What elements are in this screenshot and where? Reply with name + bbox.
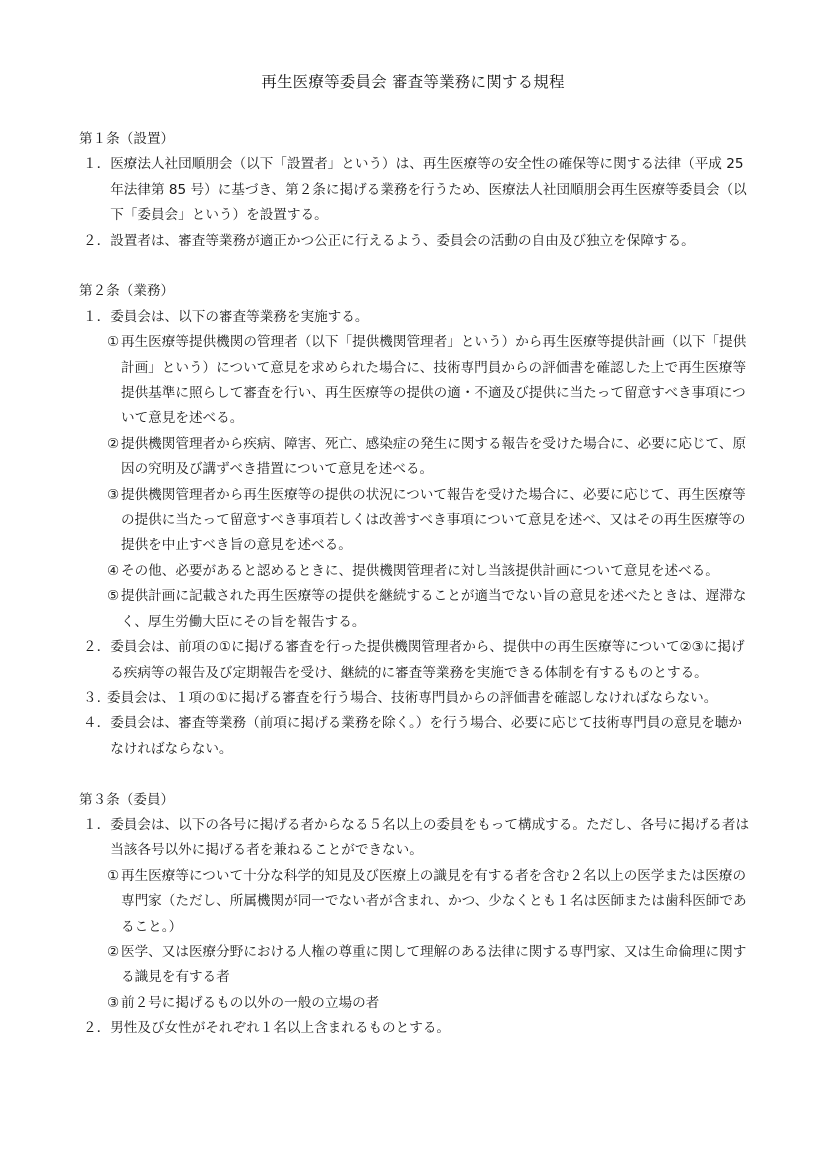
item-mark: ④ [107, 562, 120, 579]
paragraph [79, 229, 755, 254]
document-title: 再生医療等委員会 審査等業務に関する規程 [261, 73, 565, 91]
paragraph-text: 委員会は、前項の①に掲げる審査を行った提供機関管理者から、提供中の再生医療等について②③に掲げる疾病等の報告及び定期報告を受け、継続的に審査等業務を実施できる体制を有するものとする。 [110, 639, 745, 681]
paragraph-number: １． [83, 308, 111, 325]
paragraph [79, 813, 755, 864]
item-text: 提供計画に記載された再生医療等の提供を継続することが適当でない旨の意見を述べたときは、遅滞なく、厚生労働大臣にその旨を報告する。 [121, 588, 747, 630]
paragraph-number: ２． [83, 639, 111, 656]
list-item [79, 559, 755, 584]
item-mark: ② [107, 435, 120, 452]
list-item [79, 991, 755, 1016]
article-spacer [79, 254, 755, 279]
paragraph-text: 医療法人社団順朋会（以下「設置者」という）は、再生医療等の安全性の確保等に関する法律（平成 25 年法律第 85 号）に基づき、第２条に掲げる業務を行うため、医療法人社団順朋会再生医療等委員会（以下「委員会」という）を設置する。 [110, 156, 747, 224]
article-heading: 第２条（業務） [79, 283, 175, 300]
paragraph-number: ４． [83, 715, 111, 732]
paragraph-number: １． [83, 816, 111, 833]
paragraph [79, 635, 755, 686]
item-text: 前２号に掲げるもの以外の一般の立場の者 [121, 994, 380, 1011]
paragraph-text: 委員会は、以下の各号に掲げる者からなる５名以上の委員をもって構成する。ただし、各号に掲げる者は当該各号以外に掲げる者を兼ねることができない。 [110, 816, 750, 859]
list-item [79, 864, 755, 940]
list-item [79, 584, 755, 635]
article-3 [79, 788, 755, 1042]
item-text: 医学、又は医療分野における人権の尊重に関して理解のある法律に関する専門家、又は生命倫理に関する識見を有する者 [121, 943, 747, 986]
item-mark: ② [107, 943, 120, 960]
item-mark: ③ [107, 994, 120, 1011]
article-heading: 第３条（委員） [79, 791, 175, 808]
paragraph [79, 152, 755, 228]
item-text: 提供機関管理者から疾病、障害、死亡、感染症の発生に関する報告を受けた場合に、必要に応じて、原因の究明及び講ずべき措置について意見を述べる。 [121, 435, 747, 478]
article-1 [79, 127, 755, 254]
paragraph-number: １． [83, 156, 111, 173]
paragraph [79, 686, 755, 711]
list-item [79, 940, 755, 991]
paragraph-text: 委員会は、審査等業務（前項に掲げる業務を除く。）を行う場合、必要に応じて技術専門員の意見を聴かなければならない。 [110, 715, 743, 757]
paragraph-text: 設置者は、審査等業務が適正かつ公正に行えるよう、委員会の活動の自由及び独立を保障する。 [110, 232, 695, 249]
item-mark: ① [107, 867, 120, 884]
paragraph [79, 1016, 755, 1041]
item-mark: ③ [107, 486, 120, 503]
paragraph [79, 305, 755, 330]
paragraph-number: ３. [83, 689, 101, 706]
article-spacer [79, 762, 755, 787]
paragraph-number: ２． [83, 232, 111, 249]
paragraph-text: 男性及び女性がそれぞれ１名以上含まれるものとする。 [110, 1020, 451, 1037]
list-item [79, 432, 755, 483]
item-text: 提供機関管理者から再生医療等の提供の状況について報告を受けた場合に、必要に応じて、再生医療等の提供に当たって留意すべき事項若しくは改善すべき事項について意見を述べ、又はその再生医療等の提供を中止すべき旨の意見を述べる。 [121, 486, 746, 554]
paragraph-text: 委員会は、１項の①に掲げる審査を行う場合、技術専門員からの評価書を確認しなければならない。 [107, 689, 718, 706]
item-list [79, 330, 755, 635]
paragraph-text: 委員会は、以下の審査等業務を実施する。 [110, 308, 369, 325]
list-item [79, 483, 755, 559]
item-text: 再生医療等について十分な科学的知見及び医療上の識見を有する者を含む２名以上の医学または医療の専門家（ただし、所属機関が同一でない者が含まれ、かつ、少なくとも１名は医師または歯科医師であること。） [121, 867, 747, 935]
item-list [79, 864, 755, 1016]
list-item [79, 330, 755, 432]
paragraph [79, 711, 755, 762]
document-body [79, 127, 755, 1042]
paragraph-number: ２． [83, 1020, 111, 1037]
item-mark: ① [107, 334, 120, 351]
article-heading: 第１条（設置） [79, 131, 175, 147]
article-2 [79, 279, 755, 762]
item-text: 再生医療等提供機関の管理者（以下「提供機関管理者」という）から再生医療等提供計画（以下「提供計画」という）について意見を求められた場合に、技術専門員からの評価書を確認した上で再生医療等提供基準に照らして審査を行い、再生医療等の提供の適・不適及び提供に当たって留意すべき事項について意見を述べる。 [121, 334, 747, 427]
item-mark: ⑤ [107, 588, 120, 605]
item-text: その他、必要があると認めるときに、提供機関管理者に対し当該提供計画について意見を述べる。 [121, 562, 719, 579]
